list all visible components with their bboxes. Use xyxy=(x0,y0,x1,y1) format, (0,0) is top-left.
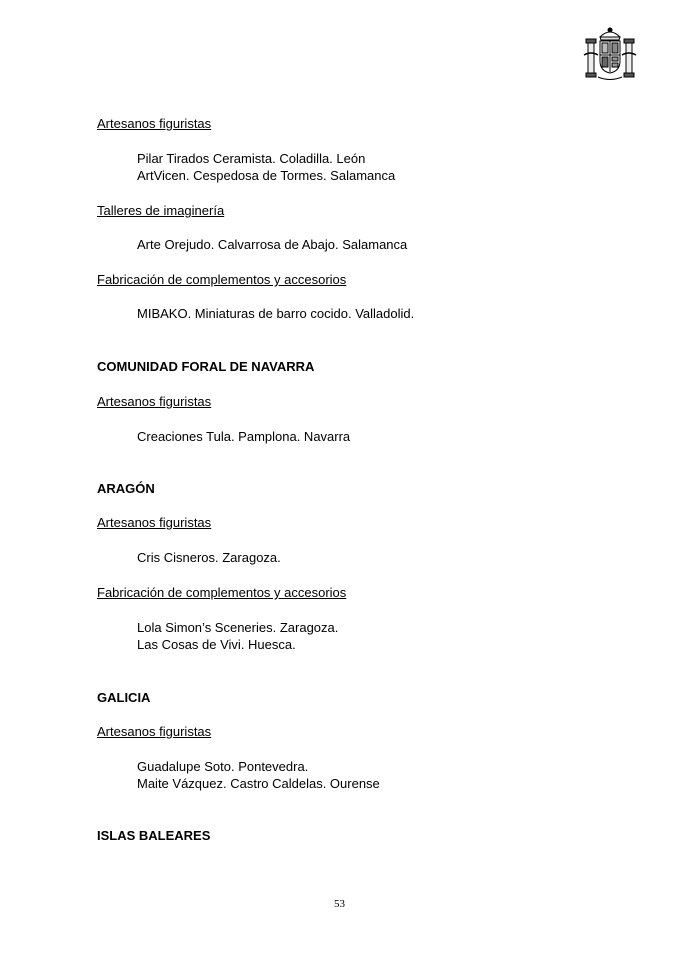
list-item: ArtVicen. Cespedosa de Tormes. Salamanca xyxy=(137,168,396,183)
list-item: Cris Cisneros. Zaragoza. xyxy=(137,550,281,565)
section-subheading: Talleres de imaginería xyxy=(97,203,225,218)
section-subheading: Artesanos figuristas xyxy=(97,724,212,739)
list-item: MIBAKO. Miniaturas de barro cocido. Valladolid. xyxy=(137,306,415,321)
section-subheading: Fabricación de complementos y accesorios xyxy=(97,272,347,287)
section-subheading: Artesanos figuristas xyxy=(97,515,212,530)
region-heading: GALICIA xyxy=(97,690,151,705)
list-item: Las Cosas de Vivi. Huesca. xyxy=(137,637,296,652)
section-subheading: Fabricación de complementos y accesorios xyxy=(97,585,347,600)
section-subheading: Artesanos figuristas xyxy=(97,394,212,409)
list-item: Pilar Tirados Ceramista. Coladilla. León xyxy=(137,151,366,166)
list-item: Creaciones Tula. Pamplona. Navarra xyxy=(137,429,351,444)
spain-coat-of-arms-icon xyxy=(583,25,637,83)
region-heading: ISLAS BALEARES xyxy=(97,828,211,843)
list-item: Guadalupe Soto. Pontevedra. xyxy=(137,759,309,774)
page-number: 53 xyxy=(334,898,345,910)
section-subheading: Artesanos figuristas xyxy=(97,116,212,131)
region-heading: COMUNIDAD FORAL DE NAVARRA xyxy=(97,359,315,374)
list-item: Maite Vázquez. Castro Caldelas. Ourense xyxy=(137,776,380,791)
list-item: Arte Orejudo. Calvarrosa de Abajo. Salamanca xyxy=(137,237,408,252)
region-heading: ARAGÓN xyxy=(97,481,155,496)
list-item: Lola Simon’s Sceneries. Zaragoza. xyxy=(137,620,339,635)
